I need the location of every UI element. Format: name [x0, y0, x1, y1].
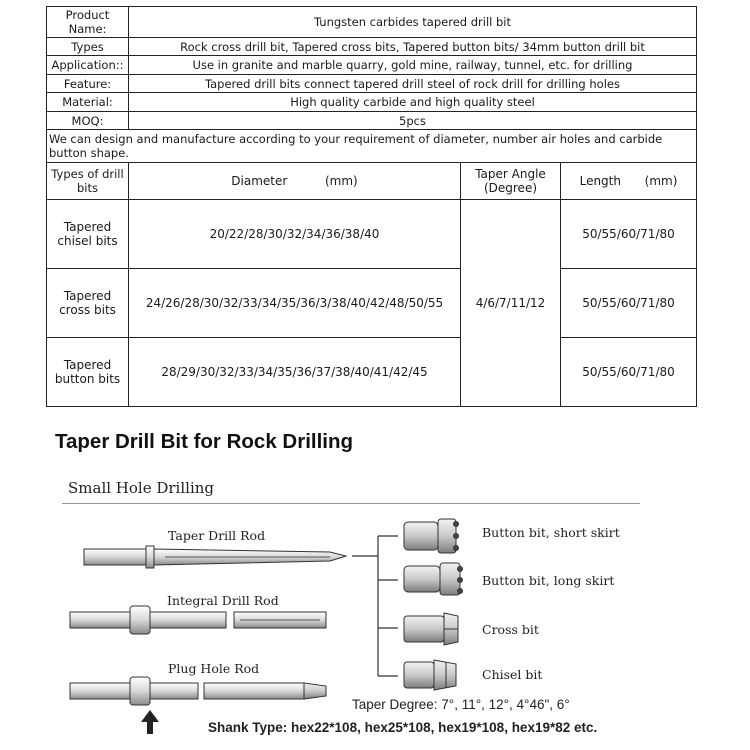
spec-value: Use in granite and marble quarry, gold mine, railway, tunnel, etc. for drilling [129, 56, 697, 75]
header-length-label: Length [579, 174, 621, 189]
taper-angles: 4/6/7/11/12 [461, 200, 561, 407]
integral-drill-rod-illustration [70, 606, 326, 634]
spec-value: High quality carbide and high quality steel [129, 93, 697, 112]
bit-type: Tapered chisel bits [47, 200, 129, 269]
bit-diameters: 24/26/28/30/32/33/34/35/36/3/38/40/42/48/50/55 [129, 269, 461, 338]
spec-label: MOQ: [47, 111, 129, 130]
bit-label-cross: Cross bit [482, 622, 539, 637]
header-diameter-unit: (mm) [324, 174, 358, 189]
diagram-subheading: Small Hole Drilling [68, 479, 215, 497]
spec-value: Rock cross drill bit, Tapered cross bits, Tapered button bits/ 34mm button drill bit [129, 37, 697, 56]
bit-label-button-long: Button bit, long skirt [482, 573, 615, 588]
bit-type: Tapered cross bits [47, 269, 129, 338]
spec-value: Tapered drill bits connect tapered drill steel of rock drill for drilling holes [129, 74, 697, 93]
plug-hole-rod-illustration [70, 677, 326, 705]
bit-label-button-short: Button bit, short skirt [482, 525, 620, 540]
bit-type: Tapered button bits [47, 338, 129, 407]
rod-label-plug-hole: Plug Hole Rod [168, 661, 260, 676]
bit-diameters: 20/22/28/30/32/34/36/38/40 [129, 200, 461, 269]
header-taper: Taper Angle (Degree) [461, 163, 561, 200]
bracket-connector [352, 536, 398, 676]
requirement-note: We can design and manufacture according to your requirement of diameter, number air holes and carbide button shape. [47, 130, 697, 163]
button-bit-long-skirt-illustration [404, 563, 463, 595]
cross-bit-illustration [404, 613, 458, 645]
spec-label: Feature: [47, 74, 129, 93]
bit-lengths: 50/55/60/71/80 [561, 200, 697, 269]
spec-label: Material: [47, 93, 129, 112]
taper-drill-rod-illustration [84, 546, 346, 568]
chisel-bit-illustration [404, 660, 456, 690]
spec-value: Tungsten carbides tapered drill bit [129, 7, 697, 38]
bit-lengths: 50/55/60/71/80 [561, 269, 697, 338]
arrow-up-icon [141, 710, 159, 734]
bit-lengths: 50/55/60/71/80 [561, 338, 697, 407]
header-type: Types of drill bits [47, 163, 129, 200]
spec-label: Application:: [47, 56, 129, 75]
rod-label-integral: Integral Drill Rod [167, 593, 279, 608]
bit-label-chisel: Chisel bit [482, 667, 543, 682]
button-bit-short-skirt-illustration [404, 519, 459, 553]
header-length-unit: (mm) [644, 174, 678, 189]
spec-value: 5pcs [129, 111, 697, 130]
spec-label: Product Name: [47, 7, 129, 38]
rod-label-taper: Taper Drill Rod [168, 528, 266, 543]
diagram-heading: Taper Drill Bit for Rock Drilling [55, 430, 354, 453]
header-diameter-label: Diameter [231, 174, 288, 189]
taper-degree-text: Taper Degree: 7°, 11°, 12°, 4°46", 6° [352, 697, 570, 712]
spec-label: Types [47, 37, 129, 56]
bit-diameters: 28/29/30/32/33/34/35/36/37/38/40/41/42/45 [129, 338, 461, 407]
shank-type-text: Shank Type: hex22*108, hex25*108, hex19*108, hex19*82 etc. [208, 720, 598, 735]
